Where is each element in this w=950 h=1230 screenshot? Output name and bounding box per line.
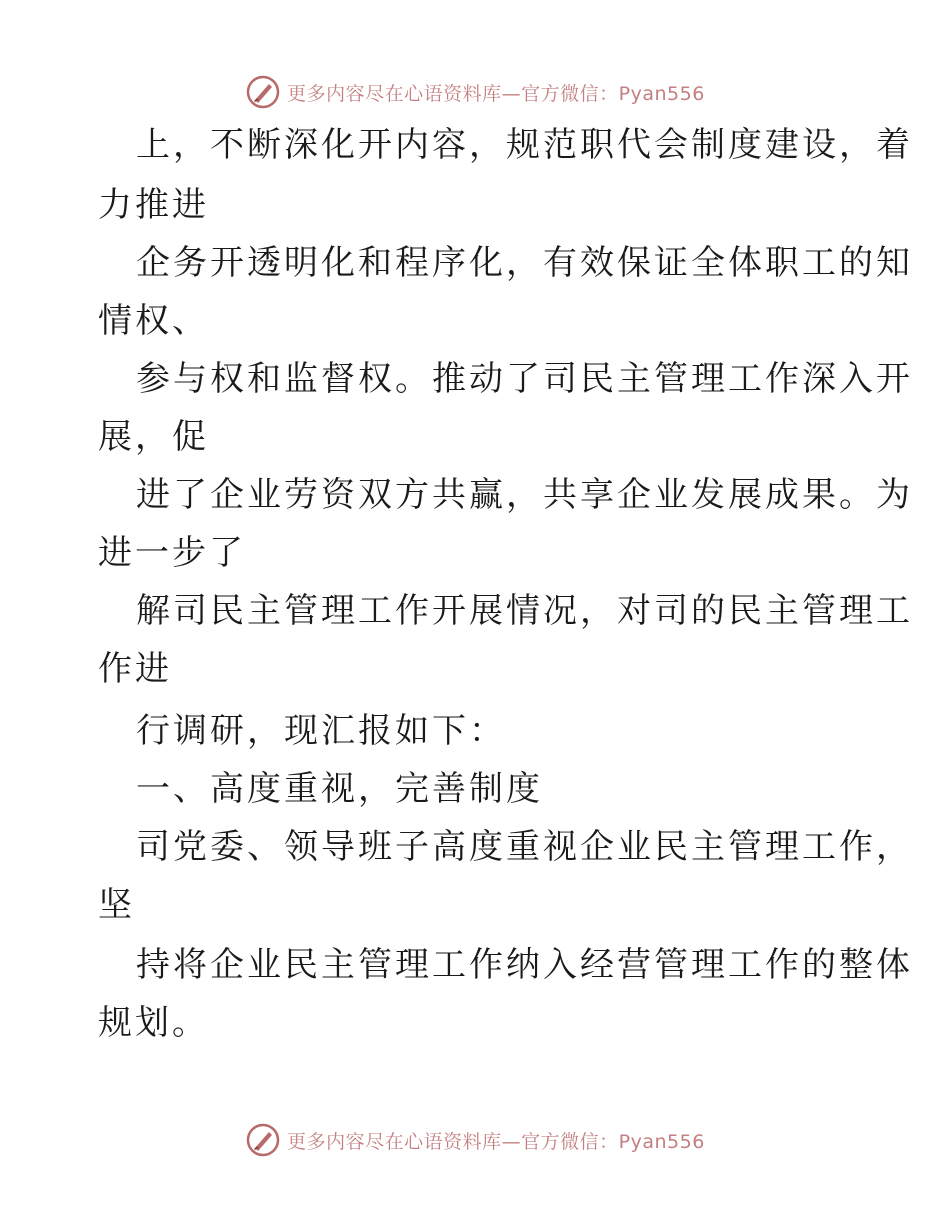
body-line: 解司民主管理工作开展情况，对司的民主管理工 (136, 591, 913, 631)
section-heading: 一、高度重视，完善制度 (136, 769, 543, 809)
pen-nib-logo-icon (245, 1122, 281, 1158)
watermark-text: 更多内容尽在心语资料库—官方微信：Pyan556 (287, 82, 705, 105)
body-line: 进一步了 (98, 533, 246, 573)
body-line: 情权、 (98, 301, 209, 341)
body-line: 行调研，现汇报如下： (136, 711, 506, 751)
body-line: 规划。 (98, 1003, 209, 1043)
body-line: 作进 (98, 649, 172, 689)
body-line: 进了企业劳资双方共赢，共享企业发展成果。为 (136, 475, 913, 515)
body-line: 持将企业民主管理工作纳入经营管理工作的整体 (136, 945, 913, 985)
watermark-text: 更多内容尽在心语资料库—官方微信：Pyan556 (287, 1130, 705, 1153)
body-line: 企务开透明化和程序化，有效保证全体职工的知 (136, 243, 913, 283)
body-line: 坚 (98, 885, 135, 925)
footer-watermark (0, 1118, 950, 1162)
pen-nib-logo-icon (245, 74, 281, 110)
body-line: 参与权和监督权。推动了司民主管理工作深入开 (136, 359, 913, 399)
body-line: 司党委、领导班子高度重视企业民主管理工作， (136, 827, 913, 867)
body-line: 力推进 (98, 185, 209, 225)
body-line: 上，不断深化开内容，规范职代会制度建设，着 (136, 125, 913, 165)
body-line: 展，促 (98, 417, 209, 457)
header-watermark (0, 70, 950, 114)
